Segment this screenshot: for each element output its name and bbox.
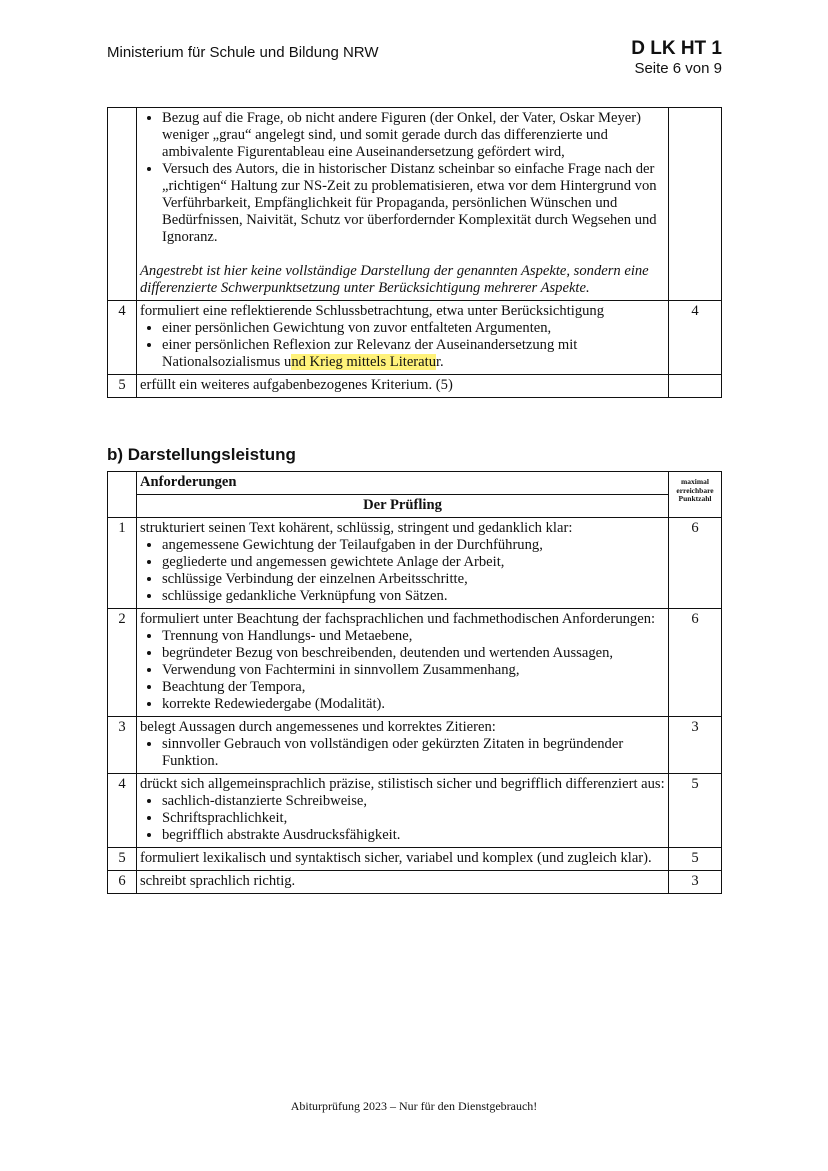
list-item: • schlüssige gedankliche Verknüpfung von Sätzen. xyxy=(162,588,665,605)
row-number-cell: 5 xyxy=(108,848,137,871)
table-row xyxy=(108,871,722,894)
list-item xyxy=(162,337,665,371)
criteria-cell xyxy=(137,301,669,375)
row-number-cell: 2 xyxy=(108,609,137,717)
bullet-list xyxy=(140,537,665,605)
criteria-intro: schreibt sprachlich richtig. xyxy=(140,873,296,889)
section-title: b) Darstellungsleistung xyxy=(107,445,296,464)
exam-code: D LK HT 1 xyxy=(631,38,722,59)
table-row xyxy=(108,774,722,848)
points-cell: 6 xyxy=(669,609,722,717)
header-requirements: Anforderungen xyxy=(137,472,669,495)
points-cell xyxy=(669,108,722,301)
bullet-list xyxy=(140,736,665,770)
text-segment: r. xyxy=(436,354,444,370)
header-number-cell xyxy=(108,472,137,518)
table-row xyxy=(108,301,722,375)
list-item: • angemessene Gewichtung der Teilaufgaben in der Durchführung, xyxy=(162,537,665,554)
list-item: • Versuch des Autors, die in historischer Distanz scheinbar so einfache Frage nach der „richtigen“ Haltung zur NS-Zeit zu problematisieren, etwa vor dem Hintergrund von Verführbarkeit, Empfänglichkeit für Propaganda, persönlichen Wünschen und Bedürfnissen, Naivität, Schutz vor überfordernder Komplexität durch Wegsehen und Ignoranz. xyxy=(162,161,665,246)
list-item: • sinnvoller Gebrauch von vollständigen oder gekürzten Zitaten in begründender Funktion. xyxy=(162,736,665,770)
list-item: • gegliederte und angemessen gewichtete Anlage der Arbeit, xyxy=(162,554,665,571)
highlighted-text: nd Krieg mittels Literatu xyxy=(291,354,436,370)
content-table-a xyxy=(107,107,722,398)
criteria-cell xyxy=(137,848,669,871)
list-item: • sachlich-distanzierte Schreibweise, xyxy=(162,793,665,810)
bullet-list xyxy=(140,793,665,844)
row-number-cell: 6 xyxy=(108,871,137,894)
list-item: • begründeter Bezug von beschreibenden, deutenden und wertenden Aussagen, xyxy=(162,645,665,662)
header-max-points xyxy=(669,472,722,518)
table-row xyxy=(108,609,722,717)
page-header-right xyxy=(631,38,722,78)
criteria-intro: belegt Aussagen durch angemessenes und korrektes Zitieren: xyxy=(140,719,496,735)
bullet-list xyxy=(140,110,665,246)
row-number-cell: 4 xyxy=(108,301,137,375)
content-table-b xyxy=(107,471,722,894)
list-item: • einer persönlichen Gewichtung von zuvor entfalteten Argumenten, xyxy=(162,320,665,337)
list-item: • Verwendung von Fachtermini in sinnvollem Zusammenhang, xyxy=(162,662,665,679)
list-item: • begrifflich abstrakte Ausdrucksfähigkeit. xyxy=(162,827,665,844)
page-number: Seite 6 von 9 xyxy=(634,60,722,77)
table-row xyxy=(108,717,722,774)
header-pruefling: Der Prüfling xyxy=(137,495,669,518)
points-cell: 3 xyxy=(669,717,722,774)
table-header-row xyxy=(108,472,722,495)
points-cell: 4 xyxy=(669,301,722,375)
header-max-line: Punktzahl xyxy=(678,494,712,503)
criteria-cell xyxy=(137,609,669,717)
bullet-list xyxy=(140,628,665,713)
criteria-cell: erfüllt ein weiteres aufgabenbezogenes Kriterium. (5) xyxy=(137,375,669,398)
criteria-intro: formuliert unter Beachtung der fachsprachlichen und fachmethodischen Anforderungen: xyxy=(140,611,656,627)
list-item: • Trennung von Handlungs- und Metaebene, xyxy=(162,628,665,645)
footer-text: Abiturprüfung 2023 – Nur für den Dienstgebrauch! xyxy=(290,1099,538,1113)
criteria-cell xyxy=(137,108,669,301)
row-number-cell: 1 xyxy=(108,518,137,609)
criteria-cell xyxy=(137,774,669,848)
list-item: • Schriftsprachlichkeit, xyxy=(162,810,665,827)
table-row xyxy=(108,848,722,871)
criteria-intro: formuliert eine reflektierende Schlussbetrachtung, etwa unter Berücksichtigung xyxy=(140,303,604,319)
table-row xyxy=(108,518,722,609)
header-max-line: erreichbare xyxy=(676,485,714,495)
criteria-cell xyxy=(137,871,669,894)
criteria-cell xyxy=(137,717,669,774)
list-item: • korrekte Redewiedergabe (Modalität). xyxy=(162,696,665,713)
row-number-cell: 4 xyxy=(108,774,137,848)
criteria-intro: strukturiert seinen Text kohärent, schlüssig, stringent und gedanklich klar: xyxy=(140,520,573,536)
points-cell: 5 xyxy=(669,848,722,871)
points-cell xyxy=(669,375,722,398)
points-cell: 6 xyxy=(669,518,722,609)
criteria-intro: formuliert lexikalisch und syntaktisch sicher, variabel und komplex (und zugleich klar). xyxy=(140,850,652,866)
note-text: Angestrebt ist hier keine vollständige Darstellung der genannten Aspekte, sondern eine differenzierte Schwerpunktsetzung unter Berücksichtigung mehrerer Aspekte. xyxy=(140,263,649,296)
table-row xyxy=(108,108,722,301)
criteria-intro: drückt sich allgemeinsprachlich präzise, stilistisch sicher und begrifflich differenziert aus: xyxy=(140,776,665,792)
list-item: • schlüssige Verbindung der einzelnen Arbeitsschritte, xyxy=(162,571,665,588)
points-cell: 3 xyxy=(669,871,722,894)
table-header-row xyxy=(108,495,722,518)
list-item: • Bezug auf die Frage, ob nicht andere Figuren (der Onkel, der Vater, Oskar Meyer) weniger „grau“ angelegt sind, und somit gerade durch das differenzierte und ambivalente Figurentableau eine Auseinandersetzung gefördert wird, xyxy=(162,110,665,161)
text-segment: einer persönlichen Reflexion zur Relevanz der Auseinandersetzung mit Nationalsozialismus u xyxy=(162,337,578,370)
row-number-cell: 5 xyxy=(108,375,137,398)
table-row xyxy=(108,375,722,398)
header-max-line: maximal xyxy=(681,477,709,486)
list-item: • Beachtung der Tempora, xyxy=(162,679,665,696)
points-cell: 5 xyxy=(669,774,722,848)
bullet-list xyxy=(140,320,665,371)
ministry-header: Ministerium für Schule und Bildung NRW xyxy=(107,44,379,61)
row-number-cell: 3 xyxy=(108,717,137,774)
criteria-cell xyxy=(137,518,669,609)
row-number-cell xyxy=(108,108,137,301)
